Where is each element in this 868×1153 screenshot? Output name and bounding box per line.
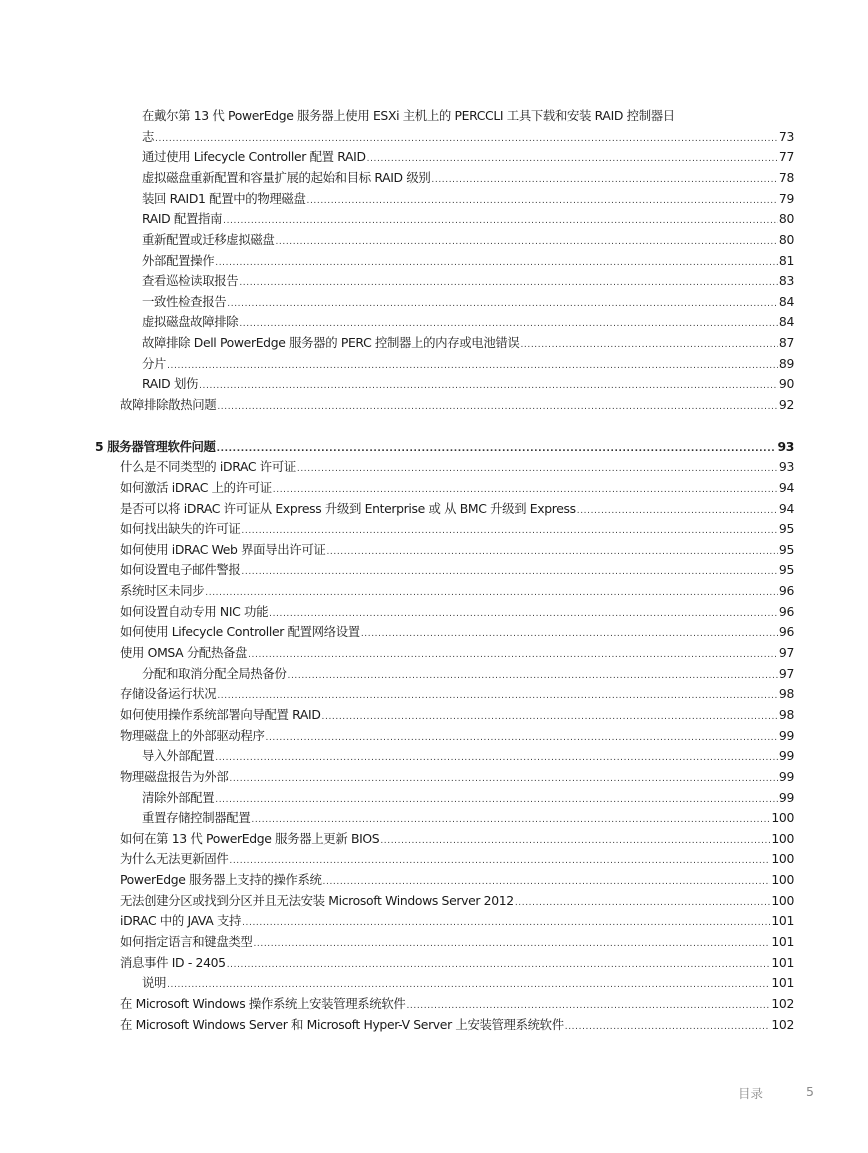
- toc-entry-title: 外部配置操作: [142, 252, 215, 268]
- toc-entry-page-number: 100: [771, 830, 794, 846]
- dot-leader: [565, 1017, 771, 1038]
- toc-entry[interactable]: [0, 395, 868, 416]
- toc-entry[interactable]: [0, 209, 868, 230]
- toc-entry-title: 一致性检查报告: [142, 293, 227, 309]
- dot-leader: [367, 149, 778, 170]
- dot-leader: [205, 583, 778, 604]
- toc-entry-title: PowerEdge 服务器上支持的操作系统: [120, 872, 322, 888]
- toc-entry[interactable]: [0, 746, 868, 767]
- toc-entry[interactable]: [0, 271, 868, 292]
- toc-entry-page-number: 99: [778, 789, 794, 805]
- dot-leader: [288, 666, 778, 687]
- toc-entry-title-line1: 在戴尔第 13 代 PowerEdge 服务器上使用 ESXi 主机上的 PERCCLI 工具下载和安装 RAID 控制器日: [142, 108, 675, 123]
- toc-entry-page-number: 78: [778, 169, 794, 185]
- toc-entry-page-number: 96: [778, 603, 794, 619]
- section-spacer: [0, 416, 868, 437]
- dot-leader: [167, 975, 770, 996]
- dot-leader: [322, 707, 778, 728]
- toc-entry-page-number: 79: [778, 190, 794, 206]
- toc-entry-title: 重置存储控制器配置: [142, 810, 251, 826]
- dot-leader: [266, 728, 778, 749]
- toc-entry-title: 如何使用操作系统部署向导配置 RAID: [120, 706, 321, 722]
- toc-entry[interactable]: [0, 664, 868, 685]
- toc-entry-page-number: 94: [778, 479, 794, 495]
- toc-entry-page-number: 100: [771, 810, 794, 826]
- toc-entry-title: 故障排除 Dell PowerEdge 服务器的 PERC 控制器上的内存或电池错误: [142, 335, 520, 351]
- toc-entry[interactable]: [0, 891, 868, 912]
- dot-leader: [241, 562, 778, 583]
- toc-entry-title: 物理磁盘上的外部驱动程序: [120, 727, 265, 743]
- toc-entry-title: 为什么无法更新固件: [120, 851, 229, 867]
- toc-entry-page-number: 80: [778, 231, 794, 247]
- toc-entry[interactable]: [0, 168, 868, 189]
- dot-leader: [361, 624, 778, 645]
- toc-entry-title: 是否可以将 iDRAC 许可证从 Express 升级到 Enterprise 或 从 BMC 升级到 Express: [120, 500, 576, 516]
- dot-leader: [515, 893, 771, 914]
- toc-entry-title: 如何在第 13 代 PowerEdge 服务器上更新 BIOS: [120, 830, 380, 846]
- toc-entry[interactable]: [0, 911, 868, 932]
- toc-entry-page-number: 81: [778, 252, 794, 268]
- toc-entry[interactable]: [0, 726, 868, 747]
- toc-entry-page-number: 77: [778, 149, 794, 165]
- toc-entry[interactable]: [0, 251, 868, 272]
- toc-entry[interactable]: [0, 581, 868, 602]
- toc-entry[interactable]: [0, 106, 868, 147]
- dot-leader: [217, 397, 778, 418]
- toc-entry-page-number: 92: [778, 396, 794, 412]
- dot-leader: [326, 542, 777, 563]
- toc-entry[interactable]: [0, 147, 868, 168]
- dot-leader: [273, 480, 778, 501]
- dot-leader: [223, 211, 778, 232]
- toc-entry-page-number: 87: [778, 335, 794, 351]
- toc-entry-page-number: 93: [777, 438, 794, 454]
- toc-entry-title: 装回 RAID1 配置中的物理磁盘: [142, 190, 306, 206]
- dot-leader: [577, 501, 778, 522]
- toc-entry[interactable]: [0, 333, 868, 354]
- toc-entry[interactable]: [0, 767, 868, 788]
- toc-entry-title: 5 服务器管理软件问题: [95, 438, 216, 454]
- toc-entry-title: 通过使用 Lifecycle Controller 配置 RAID: [142, 149, 366, 165]
- toc-entry-title: 虚拟磁盘重新配置和容量扩展的起始和目标 RAID 级别: [142, 169, 431, 185]
- toc-entry[interactable]: [0, 437, 868, 458]
- toc-entry-page-number: 97: [778, 645, 794, 661]
- toc-entry-page-number: 100: [771, 872, 794, 888]
- footer-section-label: 目录: [738, 1086, 764, 1101]
- toc-entry-title: 物理磁盘报告为外部: [120, 768, 229, 784]
- toc-entry[interactable]: [0, 602, 868, 623]
- toc-entry[interactable]: [0, 560, 868, 581]
- toc-entry-title: 使用 OMSA 分配热备盘: [120, 645, 248, 661]
- footer-page-number: 5: [806, 1084, 814, 1099]
- table-of-contents: [0, 106, 868, 1035]
- toc-entry[interactable]: [0, 457, 868, 478]
- toc-entry[interactable]: [0, 684, 868, 705]
- dot-leader: [275, 232, 777, 253]
- dot-leader: [297, 459, 778, 480]
- toc-entry[interactable]: [0, 705, 868, 726]
- toc-entry-title: 如何设置电子邮件警报: [120, 562, 241, 578]
- dot-leader: [248, 645, 778, 666]
- dot-leader: [380, 831, 770, 852]
- dot-leader: [155, 129, 778, 150]
- toc-entry-page-number: 95: [778, 521, 794, 537]
- toc-entry[interactable]: [0, 849, 868, 870]
- toc-entry-title: 在 Microsoft Windows Server 和 Microsoft Hyper-V Server 上安装管理系统软件: [120, 1016, 564, 1032]
- toc-entry-title: 志: [142, 128, 155, 144]
- toc-entry[interactable]: [0, 788, 868, 809]
- dot-leader: [229, 851, 770, 872]
- dot-leader: [241, 521, 778, 542]
- dot-leader: [227, 955, 771, 976]
- toc-entry[interactable]: [0, 994, 868, 1015]
- toc-entry-title: 虚拟磁盘故障排除: [142, 314, 239, 330]
- toc-entry-title: 如何设置自动专用 NIC 功能: [120, 603, 269, 619]
- toc-entry-title: 如何指定语言和键盘类型: [120, 934, 253, 949]
- toc-entry-title: 重新配置或迁移虚拟磁盘: [142, 231, 275, 247]
- dot-leader: [239, 273, 778, 294]
- toc-entry-page-number: 99: [778, 727, 794, 743]
- toc-entry-page-number: 98: [778, 706, 794, 722]
- toc-entry-page-number: 89: [778, 355, 794, 371]
- toc-entry-title: 在 Microsoft Windows 操作系统上安装管理系统软件: [120, 995, 406, 1011]
- toc-entry-title: 故障排除散热问题: [120, 396, 217, 412]
- toc-entry[interactable]: [0, 354, 868, 375]
- toc-entry-page-number: 93: [778, 459, 794, 475]
- dot-leader: [431, 170, 778, 191]
- toc-entry-title: 导入外部配置: [142, 748, 215, 764]
- toc-entry-page-number: 101: [771, 975, 794, 991]
- dot-leader: [323, 872, 771, 893]
- toc-entry-page-number: 97: [778, 665, 794, 681]
- toc-entry[interactable]: [0, 312, 868, 333]
- dot-leader: [215, 748, 778, 769]
- toc-entry[interactable]: [0, 519, 868, 540]
- toc-entry-title: iDRAC 中的 JAVA 支持: [120, 913, 242, 929]
- toc-entry-page-number: 95: [778, 541, 794, 557]
- toc-entry-title: 无法创建分区或找到分区并且无法安装 Microsoft Windows Server 2012: [120, 892, 514, 908]
- dot-leader: [239, 314, 778, 335]
- toc-entry-title: 清除外部配置: [142, 789, 215, 805]
- dot-leader: [229, 769, 778, 790]
- toc-entry[interactable]: [0, 292, 868, 313]
- toc-entry[interactable]: [0, 870, 868, 891]
- toc-entry-page-number: 84: [778, 293, 794, 309]
- dot-leader: [227, 294, 778, 315]
- toc-entry-title: 什么是不同类型的 iDRAC 许可证: [120, 459, 296, 475]
- toc-entry-title: 分片: [142, 355, 167, 371]
- toc-entry[interactable]: [0, 973, 868, 994]
- toc-entry-title: RAID 配置指南: [142, 211, 223, 227]
- toc-entry[interactable]: [0, 540, 868, 561]
- toc-entry-page-number: 101: [771, 954, 794, 970]
- toc-entry-page-number: 96: [778, 624, 794, 640]
- toc-entry-page-number: 98: [778, 686, 794, 702]
- toc-entry-title: 存储设备运行状况: [120, 686, 217, 702]
- toc-entry[interactable]: [0, 953, 868, 974]
- toc-entry-title: 如何找出缺失的许可证: [120, 521, 241, 537]
- toc-entry-title: 如何使用 iDRAC Web 界面导出许可证: [120, 541, 326, 557]
- toc-entry-title: 消息事件 ID - 2405: [120, 954, 226, 970]
- toc-entry-page-number: 99: [778, 768, 794, 784]
- toc-entry-page-number: 96: [778, 583, 794, 599]
- toc-entry-title: 如何使用 Lifecycle Controller 配置网络设置: [120, 624, 360, 640]
- toc-entry-page-number: 73: [778, 128, 794, 144]
- toc-entry-title: RAID 划伤: [142, 376, 199, 392]
- toc-entry-page-number: 101: [771, 913, 794, 929]
- toc-entry-page-number: 84: [778, 314, 794, 330]
- toc-entry[interactable]: [0, 189, 868, 210]
- toc-entry[interactable]: [0, 643, 868, 664]
- toc-entry-page-number: 94: [778, 500, 794, 516]
- toc-entry-page-number: 101: [771, 934, 794, 949]
- toc-entry-page-number: 102: [771, 995, 794, 1011]
- dot-leader: [242, 913, 770, 934]
- toc-entry[interactable]: [0, 478, 868, 499]
- toc-entry[interactable]: [0, 932, 868, 953]
- toc-entry[interactable]: [0, 622, 868, 643]
- dot-leader: [406, 996, 770, 1017]
- dot-leader: [520, 335, 777, 356]
- dot-leader: [269, 604, 778, 625]
- dot-leader: [167, 356, 778, 377]
- dot-leader: [251, 810, 770, 831]
- dot-leader: [253, 934, 770, 955]
- toc-entry-page-number: 100: [771, 851, 794, 867]
- toc-entry-title: 如何激活 iDRAC 上的许可证: [120, 479, 272, 495]
- toc-entry-page-number: 80: [778, 211, 794, 227]
- toc-entry[interactable]: [0, 230, 868, 251]
- toc-entry[interactable]: [0, 808, 868, 829]
- toc-entry[interactable]: [0, 829, 868, 850]
- dot-leader: [217, 439, 777, 460]
- toc-entry[interactable]: [0, 374, 868, 395]
- dot-leader: [199, 376, 778, 397]
- toc-entry-title: 分配和取消分配全局热备份: [142, 665, 287, 681]
- dot-leader: [215, 253, 778, 274]
- toc-entry[interactable]: [0, 1015, 868, 1036]
- toc-entry-page-number: 83: [778, 273, 794, 289]
- toc-entry-page-number: 100: [771, 892, 794, 908]
- dot-leader: [307, 191, 778, 212]
- dot-leader: [217, 686, 778, 707]
- toc-entry-title: 查看巡检读取报告: [142, 273, 239, 289]
- toc-entry-title: 系统时区未同步: [120, 583, 205, 599]
- dot-leader: [215, 790, 778, 811]
- toc-entry[interactable]: [0, 499, 868, 520]
- toc-entry-page-number: 90: [778, 376, 794, 392]
- toc-entry-page-number: 99: [778, 748, 794, 764]
- toc-entry-title: 说明: [142, 975, 167, 991]
- toc-entry-page-number: 102: [771, 1016, 794, 1032]
- toc-entry-page-number: 95: [778, 562, 794, 578]
